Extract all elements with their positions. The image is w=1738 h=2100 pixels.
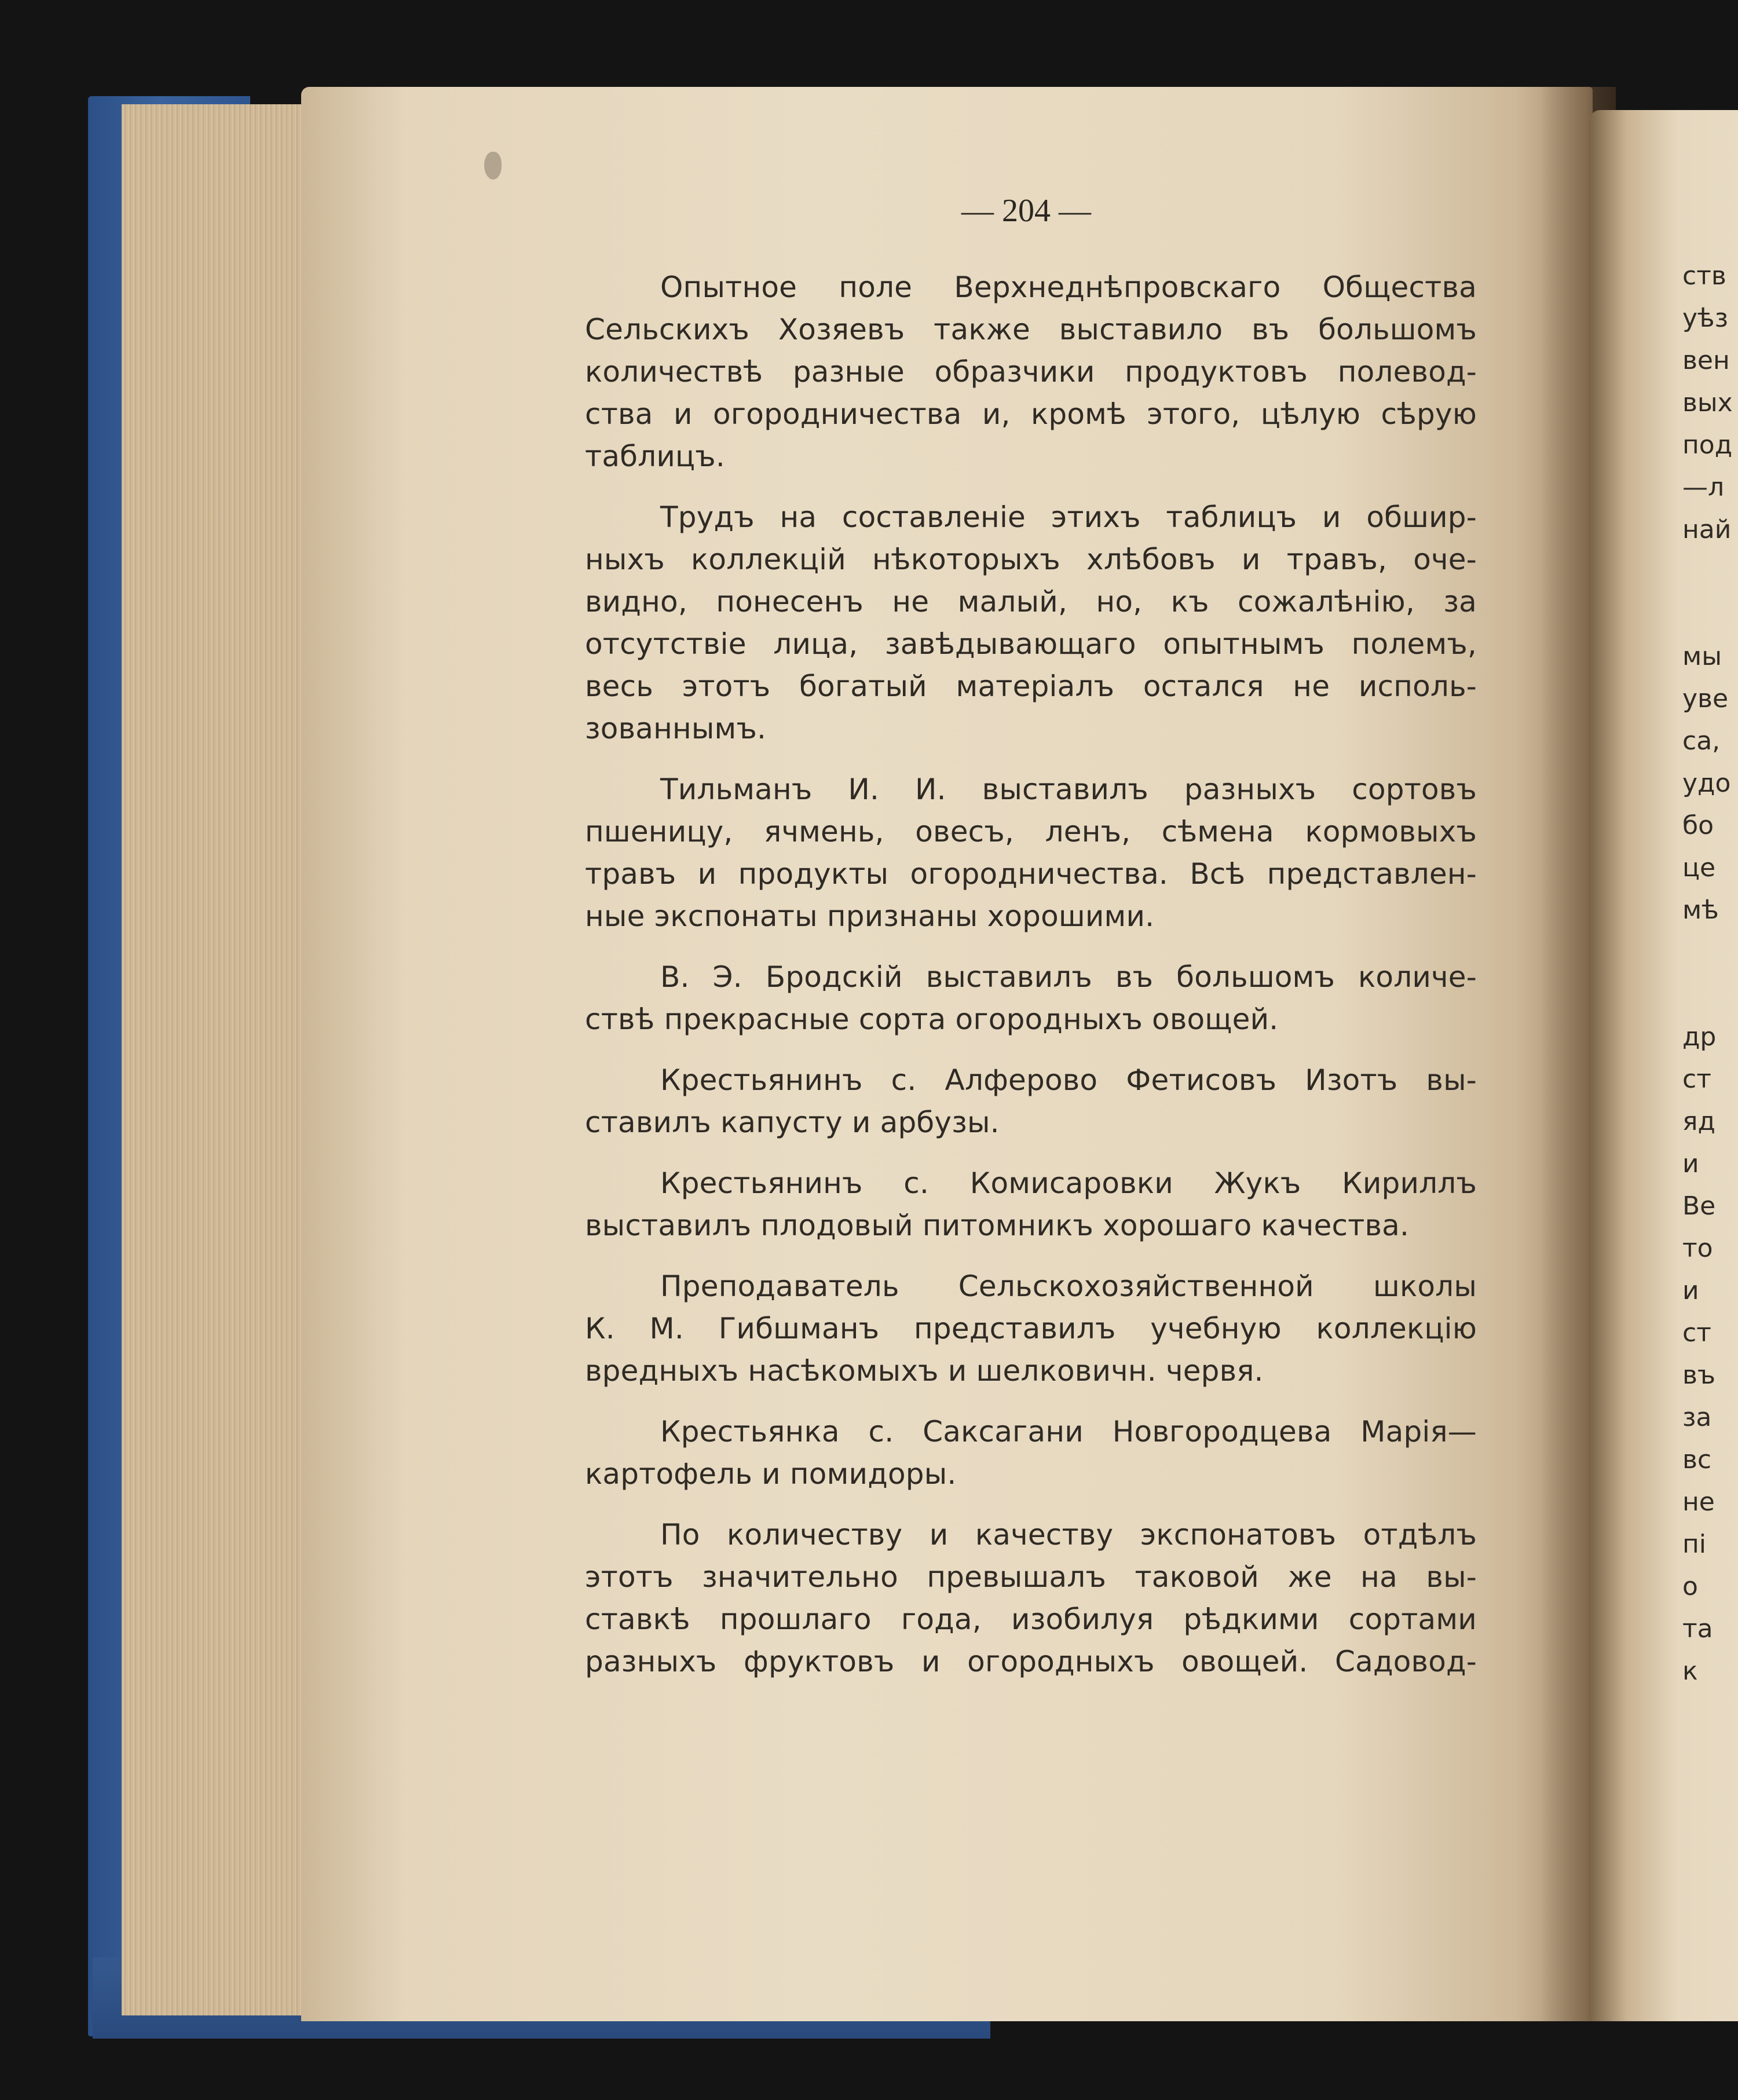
text-fragment: за — [1682, 1403, 1712, 1432]
paragraph — [585, 956, 1477, 1041]
text-fragment: —л — [1682, 473, 1725, 502]
text-line: Крестьянинъ с. Алферово Фетисовъ Изотъ вы- — [660, 1063, 1477, 1097]
text-line: вредныхъ насѣкомыхъ и шелковичн. червя. — [585, 1354, 1264, 1388]
text-line: ные экспонаты признаны хорошими. — [585, 899, 1155, 933]
text-line: Сельскихъ Хозяевъ также выставило въ большомъ — [585, 313, 1477, 346]
text-line: К. М. Гибшманъ представилъ учебную коллекцію — [585, 1312, 1477, 1345]
text-fragment: вых — [1682, 388, 1733, 418]
paragraph — [585, 1411, 1477, 1495]
spacer — [1682, 551, 1738, 635]
text-fragment: уѣз — [1682, 303, 1728, 333]
text-fragment: ст — [1682, 1064, 1711, 1094]
page-edges — [122, 104, 313, 2015]
text-line: этотъ значительно превышалъ таковой же на вы- — [585, 1560, 1477, 1594]
text-fragment: ст — [1682, 1318, 1711, 1348]
page-number: — 204 — — [961, 193, 1091, 229]
text-line: Тильманъ И. И. выставилъ разныхъ сортовъ — [660, 773, 1477, 806]
text-fragment: ств — [1682, 261, 1726, 291]
text-fragment: вен — [1682, 346, 1730, 375]
text-fragment: не — [1682, 1487, 1715, 1517]
text-line: ныхъ коллекцій нѣкоторыхъ хлѣбовъ и травъ, оче- — [585, 543, 1477, 576]
text-line: Трудъ на составленіе этихъ таблицъ и обшир- — [660, 500, 1477, 534]
text-fragment: и — [1682, 1276, 1699, 1305]
page-body — [585, 266, 1477, 1702]
paragraph — [585, 1162, 1477, 1247]
text-fragment: то — [1682, 1234, 1713, 1263]
text-line: Опытное поле Верхнеднѣпровскаго Общества — [660, 270, 1477, 304]
text-fragment: яд — [1682, 1107, 1715, 1136]
right-page-text — [1682, 255, 1738, 1692]
text-line: зованнымъ. — [585, 712, 767, 745]
text-line: травъ и продукты огородничества. Всѣ представлен- — [585, 857, 1477, 891]
text-fragment: мы — [1682, 642, 1722, 671]
paragraph — [585, 1514, 1477, 1683]
text-line: По количеству и качеству экспонатовъ отдѣлъ — [660, 1518, 1477, 1552]
text-line: ствѣ прекрасные сорта огородныхъ овощей. — [585, 1003, 1279, 1036]
text-fragment: це — [1682, 853, 1716, 883]
paragraph — [585, 266, 1477, 478]
text-line: видно, понесенъ не малый, но, къ сожалѣнію, за — [585, 585, 1477, 619]
text-line: разныхъ фруктовъ и огородныхъ овощей. Садовод- — [585, 1645, 1477, 1678]
text-line: количествѣ разные образчики продуктовъ полевод- — [585, 355, 1477, 389]
text-line: картофель и помидоры. — [585, 1457, 957, 1491]
paragraph — [585, 1059, 1477, 1144]
text-line: выставилъ плодовый питомникъ хорошаго качества. — [585, 1209, 1410, 1242]
paragraph — [585, 496, 1477, 750]
text-line: весь этотъ богатый матеріалъ остался не исполь- — [585, 669, 1477, 703]
text-line: пшеницу, ячмень, овесъ, ленъ, сѣмена кормовыхъ — [585, 815, 1477, 848]
text-fragment: са, — [1682, 726, 1721, 756]
text-line: ства и огородничества и, кромѣ этого, цѣлую сѣрую — [585, 397, 1477, 431]
text-fragment: бо — [1682, 811, 1714, 840]
text-line: отсутствіе лица, завѣдывающаго опытнымъ полемъ, — [585, 627, 1477, 661]
text-fragment: о — [1682, 1572, 1698, 1601]
text-line: В. Э. Бродскій выставилъ въ большомъ количе- — [660, 960, 1477, 994]
text-line: ставилъ капусту и арбузы. — [585, 1106, 1000, 1139]
paper-stain — [484, 152, 502, 180]
text-fragment: най — [1682, 515, 1732, 544]
text-fragment: та — [1682, 1614, 1713, 1644]
spacer — [1682, 931, 1738, 1016]
text-fragment: вс — [1682, 1445, 1712, 1475]
text-fragment: к — [1682, 1656, 1698, 1686]
text-fragment: пі — [1682, 1530, 1706, 1559]
text-line: Крестьянка с. Саксагани Новгородцева Марія— — [660, 1415, 1477, 1448]
text-fragment: уве — [1682, 684, 1729, 714]
text-line: ставкѣ прошлаго года, изобилуя рѣдкими сортами — [585, 1603, 1477, 1636]
text-line: Крестьянинъ с. Комисаровки Жукъ Кириллъ — [660, 1166, 1477, 1200]
paragraph — [585, 1265, 1477, 1392]
text-line: Преподаватель Сельскохозяйственной школы — [660, 1269, 1477, 1303]
text-line: таблицъ. — [585, 440, 725, 473]
text-fragment: и — [1682, 1149, 1699, 1179]
text-fragment: въ — [1682, 1360, 1716, 1390]
text-fragment: под — [1682, 430, 1733, 460]
paragraph — [585, 769, 1477, 938]
text-fragment: мѣ — [1682, 895, 1719, 925]
text-fragment: Ве — [1682, 1191, 1716, 1221]
text-fragment: удо — [1682, 769, 1731, 798]
text-fragment: др — [1682, 1022, 1717, 1052]
